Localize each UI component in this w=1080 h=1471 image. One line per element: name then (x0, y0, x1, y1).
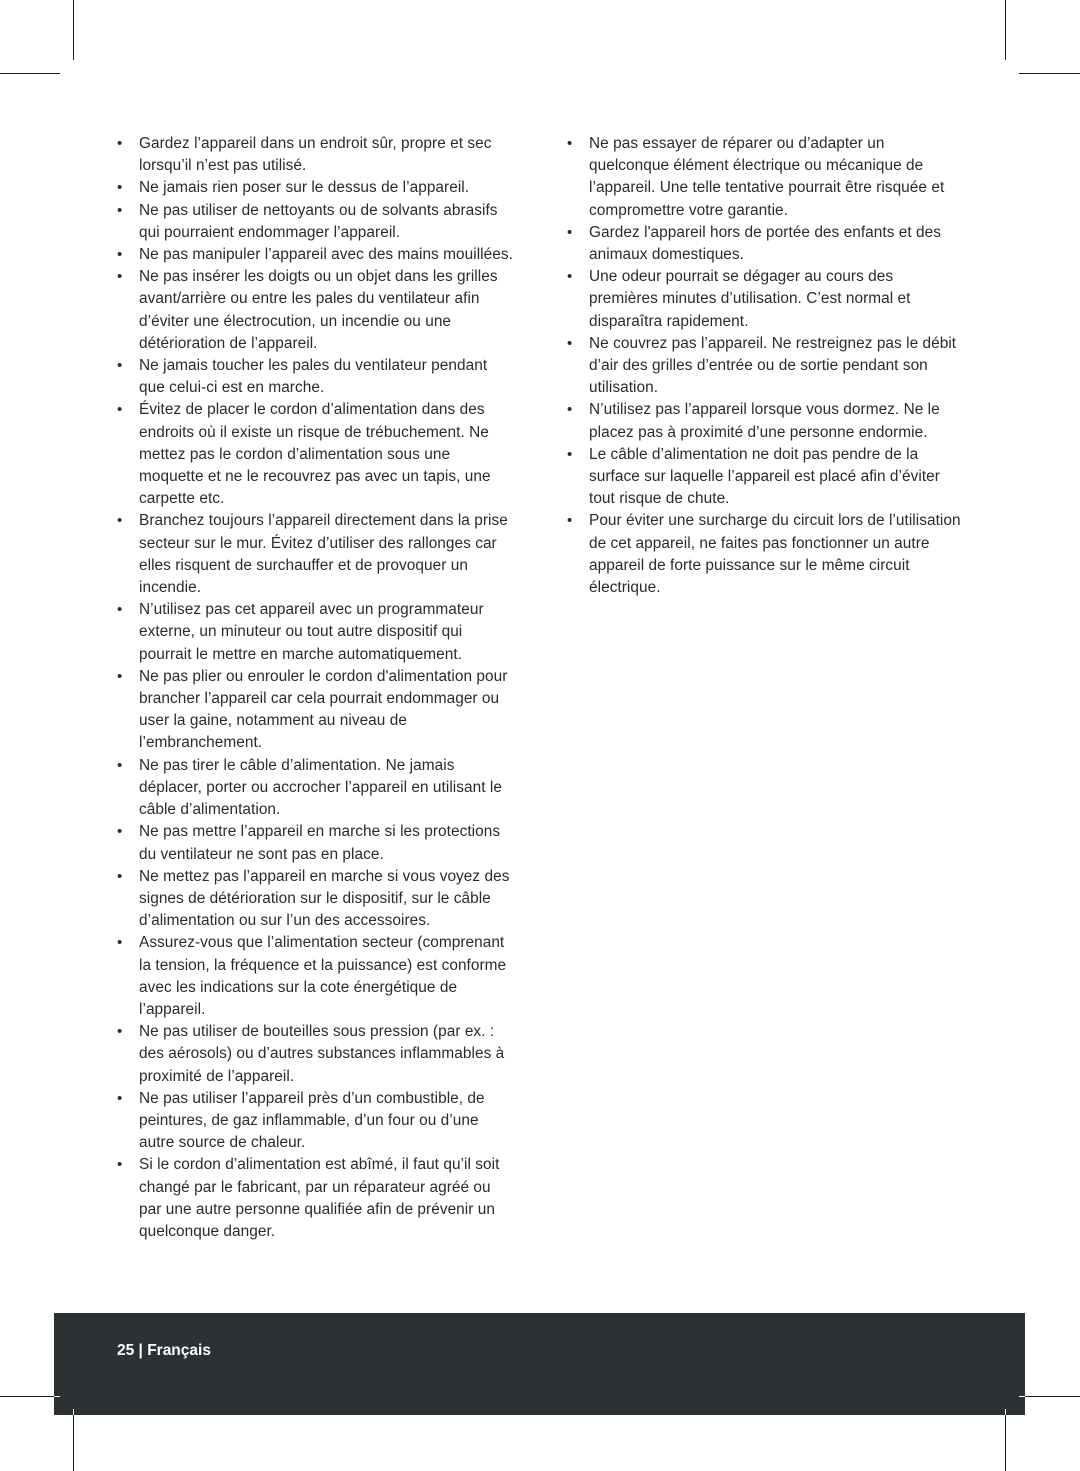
list-item (567, 399, 963, 443)
list-item (117, 177, 513, 199)
bullet-icon: • (117, 756, 123, 774)
crop-mark-top-left-vertical (73, 0, 74, 60)
crop-mark-top-right-horizontal (1019, 73, 1080, 74)
crop-mark-bottom-right-horizontal (1019, 1396, 1080, 1397)
crop-mark-top-right-vertical (1005, 0, 1006, 60)
bullet-icon: • (117, 1156, 123, 1174)
bullet-icon: • (117, 135, 123, 152)
safety-list-left (117, 133, 513, 1243)
list-item (117, 1154, 513, 1243)
list-item-text: Le câble d’alimentation ne doit pas pendre de la surface sur laquelle l’appareil est placé afin d’éviter tout risque de chute. (589, 445, 940, 508)
bullet-icon: • (117, 601, 123, 619)
list-item-text: Ne pas utiliser de bouteilles sous pression (par ex. : des aérosols) ou d’autres substances inflammables à proximité de l’appareil. (139, 1023, 505, 1085)
bullet-icon: • (117, 512, 123, 530)
list-item-text: Gardez l’appareil dans un endroit sûr, propre et sec lorsqu’il n’est pas utilisé. (139, 135, 492, 175)
bullet-icon: • (117, 357, 123, 375)
bullet-icon: • (567, 401, 573, 419)
bullet-icon: • (117, 179, 123, 197)
list-item (117, 399, 513, 510)
list-item (117, 866, 513, 933)
bullet-icon: • (567, 135, 573, 152)
list-item-text: Ne mettez pas l’appareil en marche si vous voyez des signes de détérioration sur le dispositif, sur le câble d’alimentation ou sur l’un des accessoires. (139, 867, 510, 930)
crop-mark-top-left-horizontal (0, 73, 60, 74)
bullet-icon: • (117, 268, 123, 286)
list-item-text: Branchez toujours l’appareil directement dans la prise secteur sur le mur. Évitez d’utiliser des rallonges car elles risquent de surchauffer et de provoquer un incendie. (139, 512, 508, 597)
list-item-text: Ne pas tirer le câble d’alimentation. Ne jamais déplacer, porter ou accrocher l’appareil en utilisant le câble d’alimentation. (139, 756, 502, 819)
list-item (567, 222, 963, 266)
list-item (567, 133, 963, 222)
bullet-icon: • (567, 223, 573, 241)
safety-list-right (567, 133, 963, 599)
list-item (117, 133, 513, 177)
page-footer (54, 1313, 1025, 1415)
bullet-icon: • (117, 667, 123, 685)
list-item (117, 821, 513, 865)
list-item-text: Ne couvrez pas l’appareil. Ne restreignez pas le débit d’air des grilles d’entrée ou de sortie pendant son utilisation. (589, 334, 957, 397)
list-item (117, 200, 513, 244)
list-item (117, 1088, 513, 1155)
list-item-text: Ne jamais toucher les pales du ventilateur pendant que celui-ci est en marche. (139, 357, 488, 397)
list-item (117, 755, 513, 822)
bullet-icon: • (567, 445, 573, 463)
list-item-text: Ne pas utiliser l’appareil près d’un combustible, de peintures, de gaz inflammable, d’un four ou d’une autre source de chaleur. (139, 1089, 485, 1152)
list-item-text: Ne jamais rien poser sur le dessus de l’appareil. (139, 179, 470, 197)
list-item-text: Pour éviter une surcharge du circuit lors de l’utilisation de cet appareil, ne faites pas fonctionner un autre appareil de forte puissance sur le même circuit électrique. (589, 512, 961, 597)
list-item (567, 444, 963, 511)
bullet-icon: • (117, 401, 123, 419)
bullet-icon: • (567, 334, 573, 352)
footer-crop-tick-right-vertical (1005, 1409, 1006, 1415)
list-item (117, 266, 513, 355)
list-item-text: Gardez l'appareil hors de portée des enfants et des animaux domestiques. (589, 223, 941, 264)
list-item (117, 599, 513, 666)
bullet-icon: • (117, 1089, 123, 1107)
crop-mark-bottom-left-horizontal (0, 1396, 60, 1397)
list-item-text: Ne pas essayer de réparer ou d’adapter un quelconque élément électrique ou mécanique de l’appareil. Une telle tentative pourrait être risquée et compromettre votre garantie. (589, 135, 945, 219)
list-item-text: Ne pas mettre l’appareil en marche si les protections du ventilateur ne sont pas en place. (139, 823, 501, 863)
footer-crop-tick-right (1019, 1396, 1025, 1397)
bullet-icon: • (567, 512, 573, 530)
page-number-label: 25 | Français (117, 1342, 211, 1359)
list-item (117, 510, 513, 599)
crop-mark-bottom-right-vertical (1005, 1410, 1006, 1471)
bullet-icon: • (117, 1023, 123, 1041)
bullet-icon: • (117, 867, 123, 885)
list-item (117, 355, 513, 399)
list-item-text: Ne pas plier ou enrouler le cordon d'alimentation pour brancher l’appareil car cela pourrait endommager ou user la gaine, notamment au niveau de l’embranchement. (139, 667, 508, 752)
list-item-text: Assurez-vous que l’alimentation secteur (comprenant la tension, la fréquence et la puissance) est conforme avec les indications sur la cote énergétique de l’appareil. (139, 934, 507, 1018)
list-item-text: Évitez de placer le cordon d’alimentation dans des endroits où il existe un risque de trébuchement. Ne mettez pas le cordon d’alimentation sous une moquette et ne le recouvrez pas avec un tapis, une carpette etc. (139, 401, 491, 508)
footer-crop-tick-left-vertical (73, 1409, 74, 1415)
bullet-icon: • (117, 934, 123, 952)
crop-mark-bottom-left-vertical (73, 1410, 74, 1471)
bullet-icon: • (567, 268, 573, 286)
list-item-text: Ne pas insérer les doigts ou un objet dans les grilles avant/arrière ou entre les pales du ventilateur afin d’éviter une électrocution, un incendie ou une détérioration de l’appareil. (139, 268, 498, 352)
bullet-icon: • (117, 246, 123, 264)
bullet-icon: • (117, 823, 123, 841)
bullet-icon: • (117, 201, 123, 219)
list-item (117, 666, 513, 755)
list-item-text: Ne pas manipuler l’appareil avec des mains mouillées. (139, 246, 513, 264)
list-item (117, 932, 513, 1021)
list-item (567, 266, 963, 333)
list-item (567, 333, 963, 400)
list-item-text: Si le cordon d’alimentation est abîmé, il faut qu’il soit changé par le fabricant, par un réparateur agréé ou par une autre personne qualifiée afin de prévenir un quelconque danger. (139, 1156, 500, 1240)
list-item (117, 1021, 513, 1088)
list-item (117, 244, 513, 266)
list-item-text: Ne pas utiliser de nettoyants ou de solvants abrasifs qui pourraient endommager l’appareil. (139, 201, 498, 241)
footer-crop-tick-left (54, 1396, 60, 1397)
list-item-text: Une odeur pourrait se dégager au cours des premières minutes d’utilisation. C’est normal et disparaîtra rapidement. (589, 268, 911, 330)
list-item (567, 510, 963, 599)
list-item-text: N’utilisez pas l’appareil lorsque vous dormez. Ne le placez pas à proximité d’une personne endormie. (589, 401, 940, 441)
list-item-text: N’utilisez pas cet appareil avec un programmateur externe, un minuteur ou tout autre dispositif qui pourrait le mettre en marche automatiquement. (139, 601, 484, 663)
